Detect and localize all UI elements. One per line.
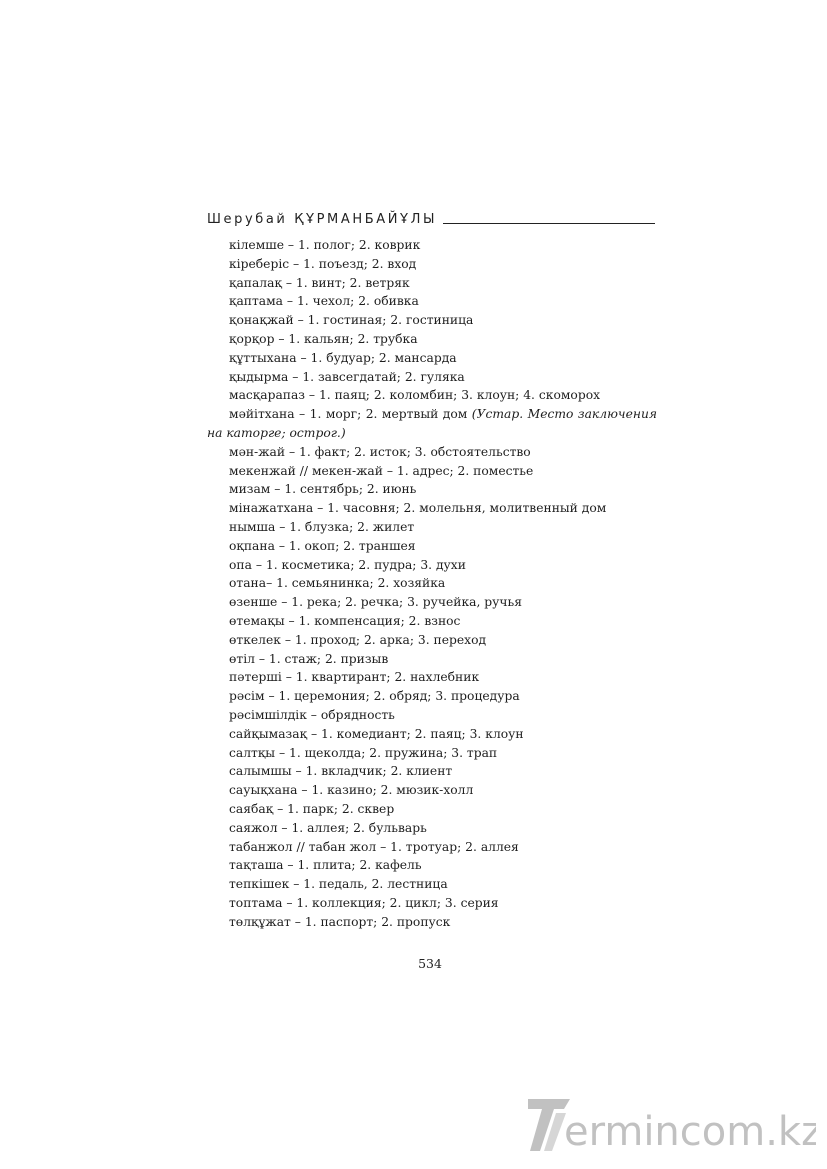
entry-note: (Устар. Место заключения на каторге; острог.) bbox=[207, 407, 658, 440]
dictionary-entry: пәтерші – 1. квартирант; 2. нахлебник bbox=[229, 670, 480, 685]
dictionary-entry: өтемақы – 1. компенсация; 2. взнос bbox=[229, 613, 461, 628]
dictionary-entry: саябақ – 1. парк; 2. сквер bbox=[229, 801, 395, 816]
dictionary-entry: опа – 1. косметика; 2. пудра; 3. духи bbox=[229, 557, 466, 572]
watermark-logo-graphic bbox=[526, 1095, 816, 1155]
dictionary-entry: қонақжай – 1. гостиная; 2. гостиница bbox=[229, 313, 474, 328]
dictionary-entry: рәсім – 1. церемония; 2. обряд; 3. процедура bbox=[229, 689, 520, 704]
dictionary-entry: тақташа – 1. плита; 2. кафель bbox=[229, 858, 422, 873]
dictionary-entry: масқарапаз – 1. паяц; 2. коломбин; 3. клоун; 4. скоморох bbox=[229, 388, 601, 403]
dictionary-entry: сауықхана – 1. казино; 2. мюзик-холл bbox=[229, 783, 474, 798]
dictionary-entry: мекенжай // мекен-жай – 1. адрес; 2. поместье bbox=[229, 463, 534, 478]
dictionary-entry: оқпана – 1. окоп; 2. траншея bbox=[229, 538, 416, 553]
header-rule bbox=[443, 223, 655, 224]
page-number: 534 bbox=[418, 956, 442, 971]
dictionary-entry: өтіл – 1. стаж; 2. призыв bbox=[229, 651, 389, 666]
watermark-logo bbox=[526, 1095, 816, 1155]
dictionary-entry: саяжол – 1. аллея; 2. бульварь bbox=[229, 820, 427, 835]
dictionary-entry: отана– 1. семьянинка; 2. хозяйка bbox=[229, 576, 446, 591]
dictionary-entry: сайқымазақ – 1. комедиант; 2. паяц; 3. клоун bbox=[229, 726, 524, 741]
dictionary-entry: қыдырма – 1. завсегдатай; 2. гуляка bbox=[229, 369, 465, 384]
dictionary-entry: табанжол // табан жол – 1. тротуар; 2. аллея bbox=[229, 839, 519, 854]
dictionary-entry: қаптама – 1. чехол; 2. обивка bbox=[229, 294, 419, 309]
dictionary-entry: құттыхана – 1. будуар; 2. мансарда bbox=[229, 350, 457, 365]
dictionary-entry: мінажатхана – 1. часовня; 2. молельня, молитвенный дом bbox=[229, 501, 607, 516]
dictionary-entry: салымшы – 1. вкладчик; 2. клиент bbox=[229, 764, 453, 779]
dictionary-entry: өткелек – 1. проход; 2. арка; 3. переход bbox=[229, 632, 487, 647]
entry-text: мәйітхана – 1. морг; 2. мертвый дом bbox=[229, 407, 472, 422]
dictionary-entry: кілемше – 1. полог; 2. коврик bbox=[229, 238, 421, 252]
dictionary-entry: төлқұжат – 1. паспорт; 2. пропуск bbox=[229, 914, 451, 929]
running-header bbox=[207, 212, 655, 227]
dictionary-entry: кіреберіс – 1. поъезд; 2. вход bbox=[229, 256, 417, 271]
dictionary-entry-with-note bbox=[207, 405, 657, 443]
dictionary-entry: тепкішек – 1. педаль, 2. лестница bbox=[229, 877, 448, 892]
dictionary-entry: рәсімшілдік – обрядность bbox=[229, 707, 395, 722]
header-author: Шерубай ҚҰРМАНБАЙҰЛЫ bbox=[207, 212, 438, 227]
dictionary-entry: салтқы – 1. щеколда; 2. пружина; 3. трап bbox=[229, 745, 498, 760]
dictionary-entries bbox=[207, 236, 657, 931]
watermark-text: ermincom.kz bbox=[564, 1109, 816, 1155]
dictionary-entry: мизам – 1. сентябрь; 2. июнь bbox=[229, 482, 417, 497]
dictionary-entry: өзенше – 1. река; 2. речка; 3. ручейка, ручья bbox=[229, 595, 522, 610]
dictionary-entry: нымша – 1. блузка; 2. жилет bbox=[229, 519, 415, 534]
dictionary-entry: қапалақ – 1. винт; 2. ветряк bbox=[229, 275, 410, 290]
dictionary-entry: мән-жай – 1. факт; 2. исток; 3. обстоятельство bbox=[229, 444, 531, 459]
dictionary-entry: қорқор – 1. кальян; 2. трубка bbox=[229, 331, 418, 346]
dictionary-entry: топтама – 1. коллекция; 2. цикл; 3. серия bbox=[229, 895, 499, 910]
